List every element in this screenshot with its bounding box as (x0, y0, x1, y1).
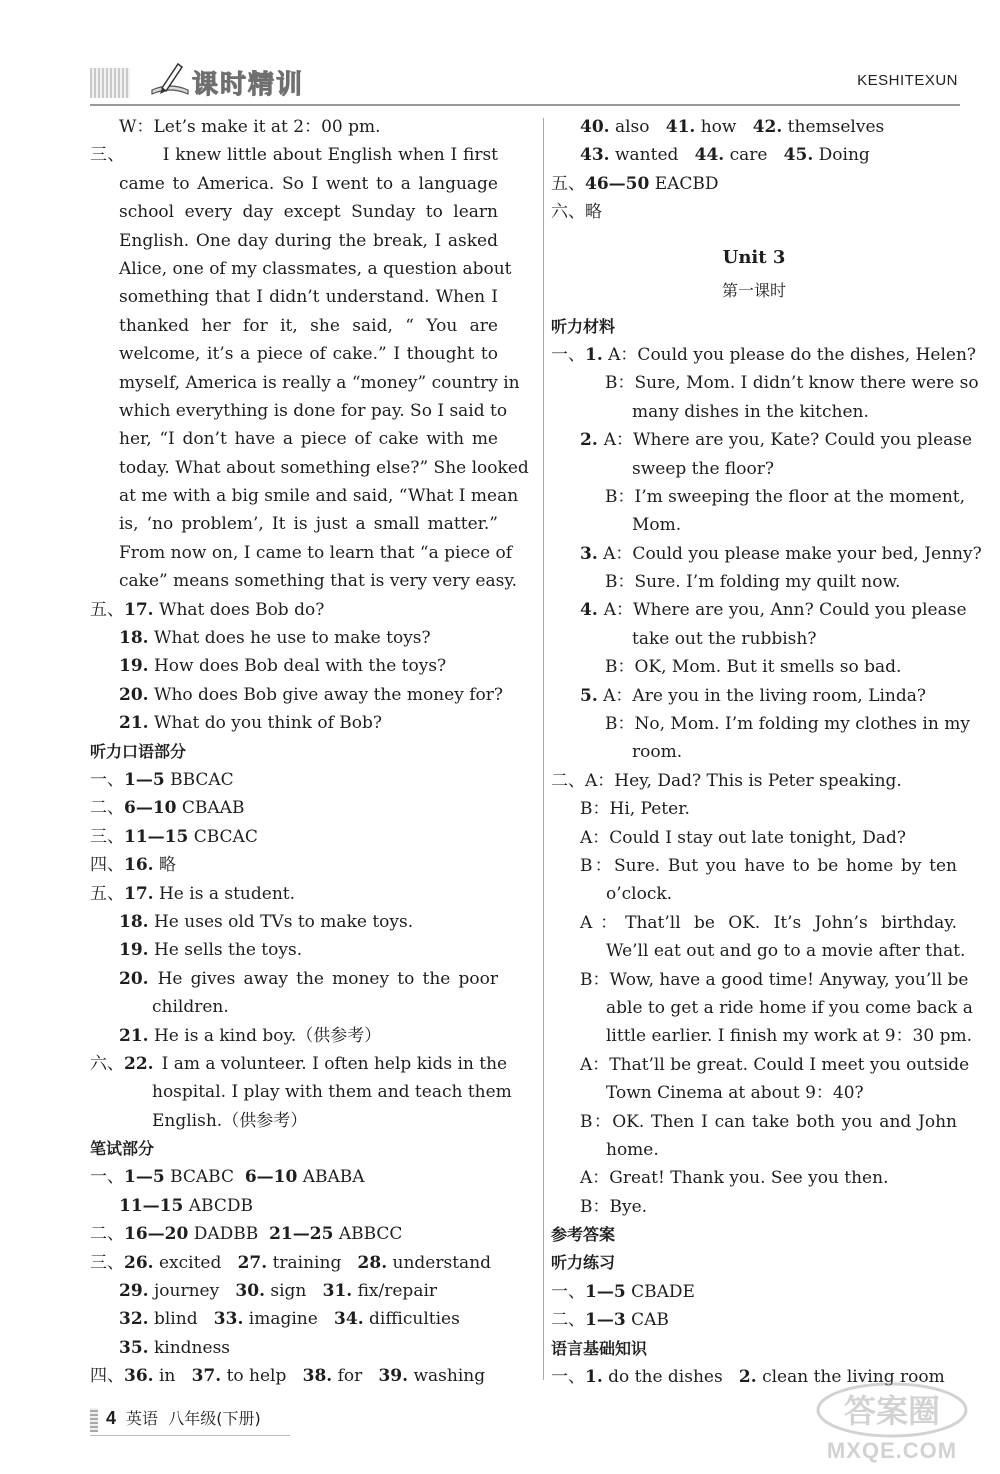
watermark-glyphs: 答案圈 (843, 1392, 941, 1430)
dialog-line: We’ll eat out and go to a movie after that. (606, 941, 966, 962)
dialog-line: B：Sure, Mom. I didn’t know there were so (605, 373, 979, 394)
answer-line: 一、1—5 BCABC 6—10 ABABA (90, 1167, 365, 1188)
passage-line: at me with a big smile and said, “What I mean (119, 486, 519, 507)
dialog-line: able to get a ride home if you come back a (606, 997, 973, 1018)
answer-line: 二、6—10 CBAAB (90, 798, 245, 819)
pen-book-icon (148, 60, 192, 100)
page-number: 4 (106, 1408, 117, 1428)
page-header (0, 0, 1000, 112)
passage-line (90, 141, 498, 169)
dialog-line: little earlier. I finish my work at 9：30 pm. (606, 1026, 973, 1047)
passage-line: From now on, I came to learn that “a piece of (119, 542, 513, 563)
footer-rule (90, 1435, 290, 1436)
section-heading: 听力练习 (551, 1253, 616, 1273)
section-heading: 听力材料 (551, 316, 616, 336)
answer-line: 二、1—3 CAB (551, 1310, 669, 1331)
passage-line: something that I didn’t understand. When I (119, 287, 498, 308)
section-marker: 三、 (90, 145, 125, 166)
answer-line: 43. wanted 44. care 45. Doing (580, 145, 870, 166)
footer-stripe (90, 1408, 98, 1432)
dialog-line: A：That’ll be OK. It’s John’s birthday. (580, 912, 957, 933)
passage-line: came to America. So I went to a language (119, 173, 498, 194)
lesson-title: 第一课时 (721, 280, 786, 300)
dialog-line: Mom. (632, 515, 682, 536)
dialog-line: B：No, Mom. I’m folding my clothes in my (605, 714, 970, 735)
dialog-line: B：OK. Then I can take both you and John (580, 1111, 957, 1132)
answer-line: English.（供参考） (152, 1110, 308, 1131)
dialog-line: 5. A：Are you in the living room, Linda? (580, 685, 927, 706)
section-heading: 语言基础知识 (551, 1338, 648, 1358)
brand-logo-text: 课时精训 (192, 70, 305, 100)
dialog-line: 3. A：Could you please make your bed, Jenny? (580, 543, 982, 564)
passage-line: today. What about something else?” She looked (119, 457, 529, 478)
passage-line: her, “I don’t have a piece of cake with me (119, 429, 498, 450)
passage-line: is, ‘no problem’, It is just a small matter.” (119, 514, 498, 535)
dialog-line: A：Could I stay out late tonight, Dad? (580, 827, 906, 848)
answer-line: 一、1—5 BBCAC (90, 769, 234, 790)
answer-line: 五、17. He is a student. (90, 883, 296, 904)
question-item: 20. Who does Bob give away the money for? (119, 684, 503, 705)
dialog-line: A：That’ll be great. Could I meet you outside (580, 1054, 970, 1075)
passage-line: cake” means something that is very very easy. (119, 571, 518, 592)
dialog-line: B：I’m sweeping the floor at the moment, (605, 486, 966, 507)
question-item: 18. What does he use to make toys? (119, 628, 431, 649)
dialog-line: sweep the floor? (632, 458, 774, 479)
questions-section (90, 596, 503, 738)
answer-line: 六、 22. I am a volunteer. I often help kids in the (90, 1053, 508, 1074)
page-footer (90, 1404, 350, 1436)
answer-line: children. (152, 997, 229, 1018)
passage-line: welcome, it’s a piece of cake.” I thought to (119, 344, 498, 365)
section-heading: 笔试部分 (90, 1139, 155, 1159)
answer-line: 32. blind 33. imagine 34. difficulties (119, 1309, 460, 1330)
watermark-text: MXQE.COM (826, 1438, 958, 1463)
dialog-line: A：Great! Thank you. See you then. (580, 1168, 889, 1189)
answer-line: 四、36. in 37. to help 38. for 39. washing (90, 1366, 486, 1387)
subject: 英语 (126, 1409, 159, 1428)
answer-line: 20. He gives away the money to the poor (119, 968, 498, 989)
answer-line: 一、1. do the dishes 2. clean the living room (551, 1367, 945, 1388)
question-item: 19. How does Bob deal with the toys? (119, 656, 447, 677)
dialog-line: home. (606, 1139, 659, 1160)
section-heading: 参考答案 (551, 1225, 616, 1245)
dialog-line: room. (632, 742, 683, 763)
unit-title: Unit 3 (722, 246, 786, 268)
passage-section (90, 141, 529, 595)
right-column (551, 113, 982, 1391)
dialog-line: B：OK, Mom. But it smells so bad. (605, 657, 902, 678)
dialog-line: o’clock. (606, 884, 673, 905)
answer-line: 21. He is a kind boy.（供参考） (119, 1025, 382, 1046)
passage-line: myself, America is really a “money” country in (119, 372, 520, 393)
question-item: 五、17. What does Bob do? (90, 599, 325, 620)
column-divider (543, 118, 544, 1380)
passage-line: which everything is done for pay. So I said to (119, 400, 508, 421)
brand-code: KESHITEXUN (857, 72, 958, 89)
answer-line: hospital. I play with them and teach them (152, 1082, 512, 1103)
passage-first-line: I knew little about English when I first (162, 145, 498, 166)
dialog-line: 一、1. A：Could you please do the dishes, Helen? (551, 344, 977, 365)
answer-line: 40. also 41. how 42. themselves (580, 117, 885, 137)
passage-line: thanked her for it, she said, “ You are (119, 315, 498, 336)
dialog-line: B：Wow, have a good time! Anyway, you’ll be (580, 969, 969, 990)
dialog-line: W：Let’s make it at 2：00 pm. (119, 117, 381, 137)
answer-line: 35. kindness (119, 1337, 231, 1358)
section-heading: 听力口语部分 (90, 741, 187, 761)
dialog-line: 2. A：Where are you, Kate? Could you please (580, 430, 973, 451)
question-item: 21. What do you think of Bob? (119, 713, 383, 734)
passage-line: school every day except Sunday to learn (119, 202, 498, 223)
dialog-line: B：Sure. I’m folding my quilt now. (605, 572, 901, 593)
dialog-line: Town Cinema at about 9：40? (606, 1083, 864, 1104)
dialog-line: B：Bye. (580, 1196, 648, 1217)
dialog-line: 二、A：Hey, Dad? This is Peter speaking. (551, 770, 902, 791)
dialog-line: B：Hi, Peter. (580, 799, 690, 820)
watermark (812, 1376, 972, 1466)
answer-line: 一、1—5 CBADE (551, 1281, 695, 1302)
grade: 八年级(下册) (168, 1409, 261, 1428)
answer-line: 29. journey 30. sign 31. fix/repair (119, 1281, 438, 1302)
dialog-line: take out the rubbish? (632, 628, 817, 649)
answer-line: 四、16. 略 (90, 855, 176, 876)
header-rule (90, 104, 960, 106)
dialog-line: 4. A：Where are you, Ann? Could you please (580, 600, 967, 621)
passage-line: English. One day during the break, I asked (119, 230, 498, 251)
answer-line: 五、46—50 EACBD (551, 173, 719, 194)
answer-line: 19. He sells the toys. (119, 940, 303, 961)
watermark-logo-icon (812, 1376, 972, 1438)
answer-line: 三、26. excited 27. training 28. understand (90, 1252, 492, 1273)
answer-line: 18. He uses old TVs to make toys. (119, 911, 414, 932)
answer-line: 三、11—15 CBCAC (90, 826, 258, 847)
dialog-line: B：Sure. But you have to be home by ten (580, 855, 957, 876)
footer-label (106, 1406, 261, 1429)
answer-line: 六、略 (551, 202, 602, 223)
answer-line: 11—15 ABCDB (119, 1195, 253, 1216)
passage-line: Alice, one of my classmates, a question about (119, 258, 512, 279)
dialog-line: many dishes in the kitchen. (632, 401, 869, 422)
section-marker: 五、 (90, 599, 124, 620)
left-column (90, 113, 529, 1391)
answer-line: 二、16—20 DADBB 21—25 ABBCC (90, 1224, 403, 1245)
logo-stripe-band (90, 68, 130, 98)
